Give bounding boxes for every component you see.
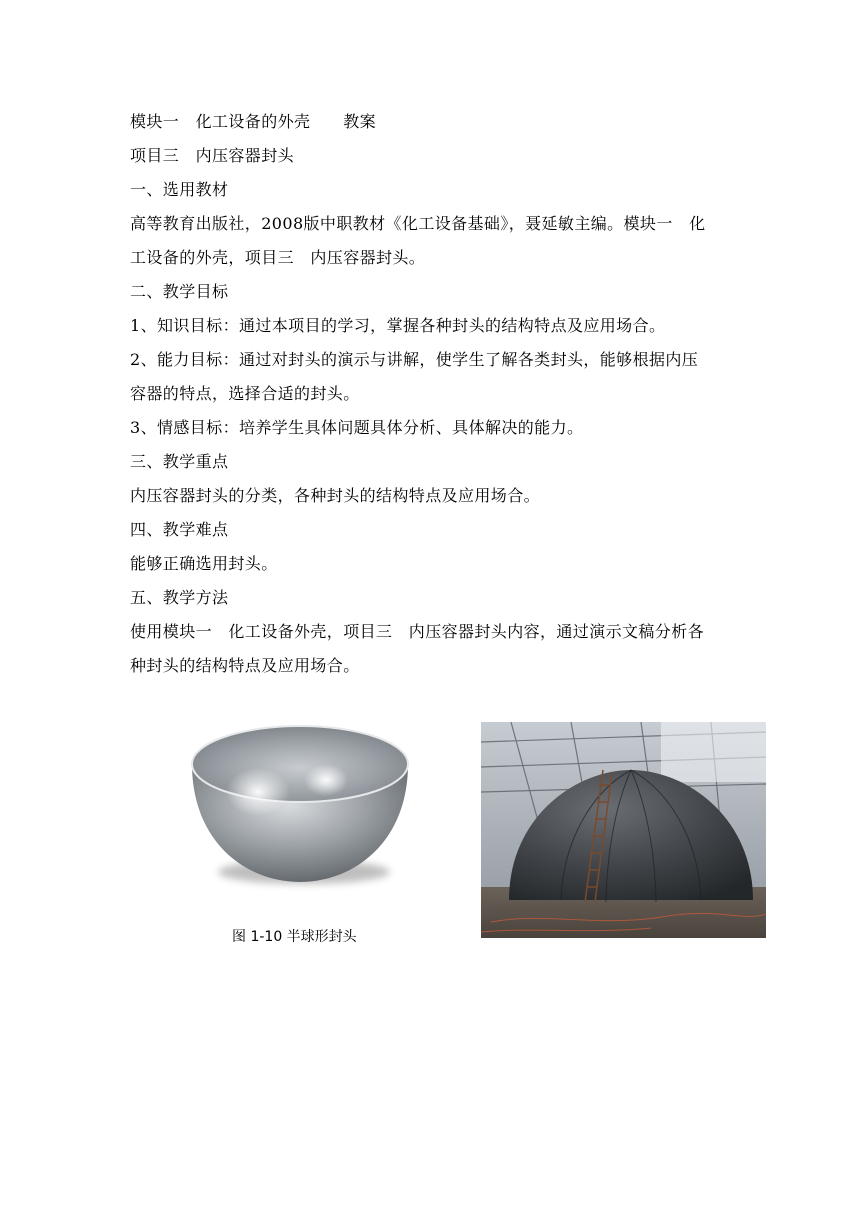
- paragraph-line: 1、知识目标：通过本项目的学习，掌握各种封头的结构特点及应用场合。: [130, 316, 666, 335]
- section-heading: 一、选用教材: [130, 180, 229, 199]
- paragraph-line: 使用模块一 化工设备外壳，项目三 内压容器封头内容，通过演示文稿分析各: [130, 622, 705, 641]
- paragraph-line: 能够正确选用封头。: [130, 554, 278, 573]
- paragraph-line: 3、情感目标：培养学生具体问题具体分析、具体解决的能力。: [130, 418, 584, 437]
- workshop-dome-photo: [481, 722, 766, 938]
- section-heading: 二、教学目标: [130, 282, 229, 301]
- paragraph-line: 种封头的结构特点及应用场合。: [130, 656, 360, 675]
- paragraph-line: 内压容器封头的分类，各种封头的结构特点及应用场合。: [130, 486, 541, 505]
- hemispherical-head-image: [186, 722, 414, 892]
- paragraph-line: 工设备的外壳，项目三 内压容器封头。: [130, 248, 426, 267]
- paragraph-line: 高等教育出版社，2008版中职教材《化工设备基础》，聂延敏主编。模块一 化: [130, 214, 706, 233]
- section-heading: 三、教学重点: [130, 452, 229, 471]
- section-heading: 四、教学难点: [130, 520, 229, 539]
- section-heading: 五、教学方法: [130, 588, 229, 607]
- paragraph-line: 2、能力目标：通过对封头的演示与讲解，使学生了解各类封头，能够根据内压: [130, 350, 699, 369]
- figure-caption: 图 1-10 半球形封头: [232, 929, 357, 945]
- paragraph-line: 容器的特点，选择合适的封头。: [130, 384, 360, 403]
- doc-title: 模块一 化工设备的外壳 教案: [130, 112, 377, 131]
- project-title: 项目三 内压容器封头: [130, 146, 295, 165]
